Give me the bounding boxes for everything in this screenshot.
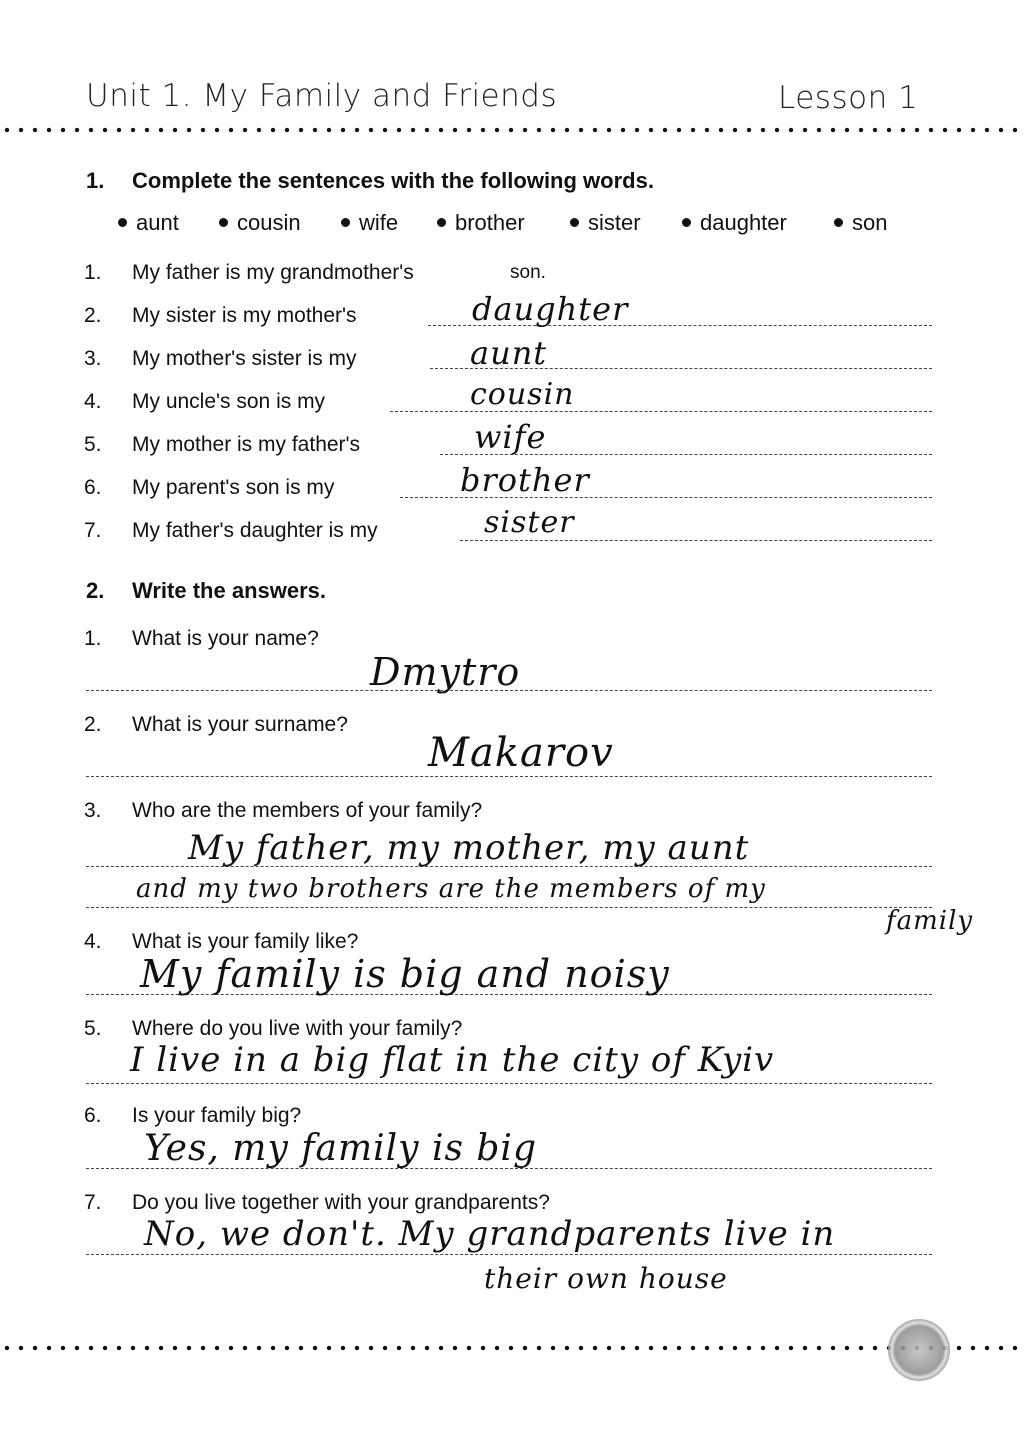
bottom-dotted-divider	[0, 1345, 1024, 1351]
bullet-icon	[682, 218, 691, 227]
handwritten-answer: cousin	[470, 377, 575, 412]
handwritten-answer: My family is big and noisy	[140, 952, 670, 996]
word-bank-item: daughter	[682, 210, 787, 236]
question-text: What is your family like?	[132, 930, 359, 953]
question-text: Where do you live with your family?	[132, 1017, 463, 1040]
word-bank-item: wife	[341, 210, 398, 236]
handwritten-answer: daughter	[472, 290, 629, 328]
sentence-text: My parent's son is my	[132, 476, 335, 499]
answer-line[interactable]	[86, 1254, 932, 1255]
question-text: Is your family big?	[132, 1104, 302, 1127]
handwritten-answer: brother	[460, 461, 590, 499]
bullet-icon	[834, 218, 843, 227]
handwritten-answer: their own house	[484, 1262, 728, 1295]
bullet-icon	[341, 218, 350, 227]
question-text: Do you live together with your grandparents?	[132, 1191, 550, 1214]
exercise-2-number: 2.	[86, 578, 105, 603]
question-text: What is your surname?	[132, 713, 348, 736]
bullet-icon	[437, 218, 446, 227]
exercise-1-instruction: Complete the sentences with the following words.	[132, 168, 654, 193]
answer-line[interactable]	[86, 907, 932, 908]
exercise-1-number: 1.	[86, 168, 105, 193]
bullet-icon	[570, 218, 579, 227]
handwritten-answer: Makarov	[428, 730, 614, 776]
top-dotted-divider	[0, 127, 1024, 133]
handwritten-answer: Dmytro	[370, 650, 521, 694]
answer-line[interactable]	[460, 540, 932, 541]
question-text: Who are the members of your family?	[132, 799, 483, 822]
handwritten-answer: I live in a big flat in the city of Kyiv	[130, 1040, 775, 1080]
answer-line[interactable]	[86, 1083, 932, 1084]
handwritten-answer: family	[886, 906, 974, 936]
word-bank-item: sister	[570, 210, 641, 236]
unit-title: Unit 1. My Family and Friends	[86, 78, 558, 114]
exercise-2-instruction: Write the answers.	[132, 578, 326, 603]
handwritten-answer: aunt	[470, 334, 548, 372]
word-bank-item: son	[834, 210, 887, 236]
handwritten-answer: My father, my mother, my aunt	[188, 828, 750, 868]
word-bank	[118, 210, 948, 240]
handwritten-answer: and my two brothers are the members of my	[136, 874, 766, 904]
printed-answer: son.	[510, 262, 546, 283]
sentence-text: My father is my grandmother's	[132, 261, 414, 284]
word-bank-item: brother	[437, 210, 525, 236]
sentence-text: My uncle's son is my	[132, 390, 326, 413]
word-bank-item: cousin	[219, 210, 301, 236]
sentence-text: My father's daughter is my	[132, 519, 378, 542]
answer-line[interactable]	[86, 776, 932, 777]
bullet-icon	[118, 218, 127, 227]
handwritten-answer: sister	[484, 505, 575, 540]
handwritten-answer: wife	[474, 418, 547, 456]
sentence-text: My sister is my mother's	[132, 304, 357, 327]
handwritten-answer: Yes, my family is big	[144, 1128, 537, 1169]
word-bank-item: aunt	[118, 210, 179, 236]
bullet-icon	[219, 218, 228, 227]
worksheet-page: Unit 1. My Family and Friends Lesson 1 1. Complete the sentences with the following words. aunt cousin wife brother sister daughter son 1. My father is my grandmother's son. 2. My sister is my mother's daughter 3. My mother's sister is my aunt 4. My uncle's son is my cousin 5. My mother is my father's wife 6. My parent's son is my brother 7. My father's daughter is my sister 2. Write the answers. 1. What is your name? Dmytro 2. What is your surname? Makarov 3. Who are the members of your family? My father, my mother, my aunt and my two brothers are the members of my family 4. What is your family like? My family is big and noisy 5. Where do you live with your family? I live in a big flat in the city of Kyiv 6. Is your family big? Yes, my family is big 7. Do you live together with your grandparents? No, we don't. My grandparents live in their own house	[0, 0, 1024, 1450]
sentence-text: My mother is my father's	[132, 433, 361, 456]
question-text: What is your name?	[132, 627, 319, 650]
handwritten-answer: No, we don't. My grandparents live in	[144, 1214, 836, 1254]
page-stamp-icon	[888, 1319, 950, 1381]
lesson-label: Lesson 1	[778, 80, 919, 116]
sentence-text: My mother's sister is my	[132, 347, 357, 370]
